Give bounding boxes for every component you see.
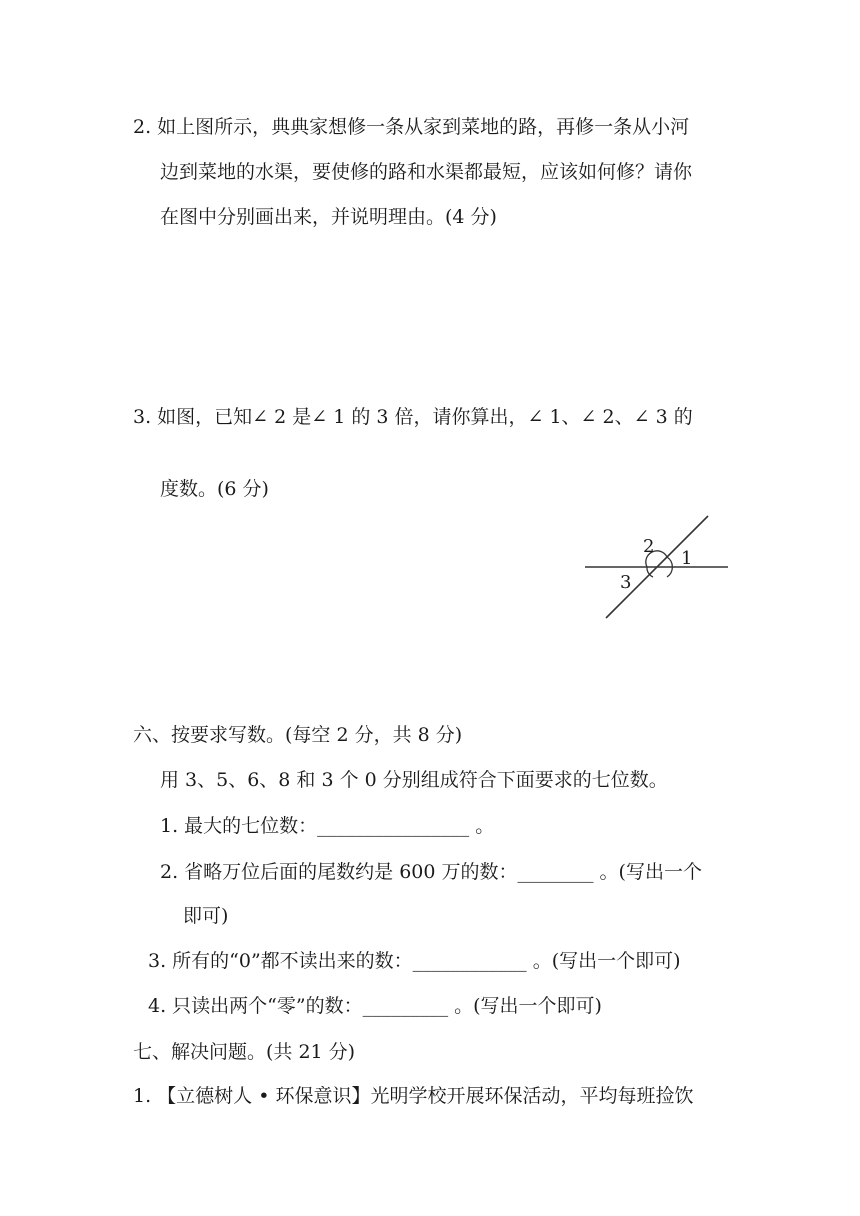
section-7-title: 七、解决问题。(共 21 分) <box>133 1041 356 1063</box>
section-6-intro: 用 3、5、6、8 和 3 个 0 分别组成符合下面要求的七位数。 <box>160 769 668 791</box>
angle-1-label: 1 <box>681 548 693 569</box>
section-6-item-4: 4. 只读出两个“零”的数：_________ 。(写出一个即可) <box>148 995 602 1017</box>
section-7-item-1: 1. 【立德树人 • 环保意识】光明学校开展环保活动，平均每班捡饮 <box>133 1085 694 1107</box>
section-6-item-3: 3. 所有的“0”都不读出来的数：____________ 。(写出一个即可) <box>148 950 681 972</box>
intersecting-lines-figure <box>580 510 740 625</box>
angle-2-label: 2 <box>643 536 655 557</box>
section-6-item-1: 1. 最大的七位数：________________ 。 <box>160 815 495 837</box>
section-6-item-2-line-1: 2. 省略万位后面的尾数约是 600 万的数：________ 。(写出一个 <box>160 861 702 883</box>
section-6-item-2-line-2: 即可) <box>183 905 229 927</box>
q3-line-2: 度数。(6 分) <box>160 478 269 500</box>
angle-3-label: 3 <box>620 572 632 593</box>
section-6-title: 六、按要求写数。(每空 2 分，共 8 分) <box>133 724 463 746</box>
q2-line-3: 在图中分别画出来，并说明理由。(4 分) <box>160 206 497 228</box>
angle-diagram <box>580 510 740 625</box>
q3-line-1: 3. 如图，已知∠ 2 是∠ 1 的 3 倍，请你算出，∠ 1、∠ 2、∠ 3 的 <box>133 406 693 428</box>
q2-line-2: 边到菜地的水渠，要使修的路和水渠都最短，应该如何修？请你 <box>160 161 693 183</box>
q2-line-1: 2. 如上图所示，典典家想修一条从家到菜地的路，再修一条从小河 <box>133 116 690 138</box>
